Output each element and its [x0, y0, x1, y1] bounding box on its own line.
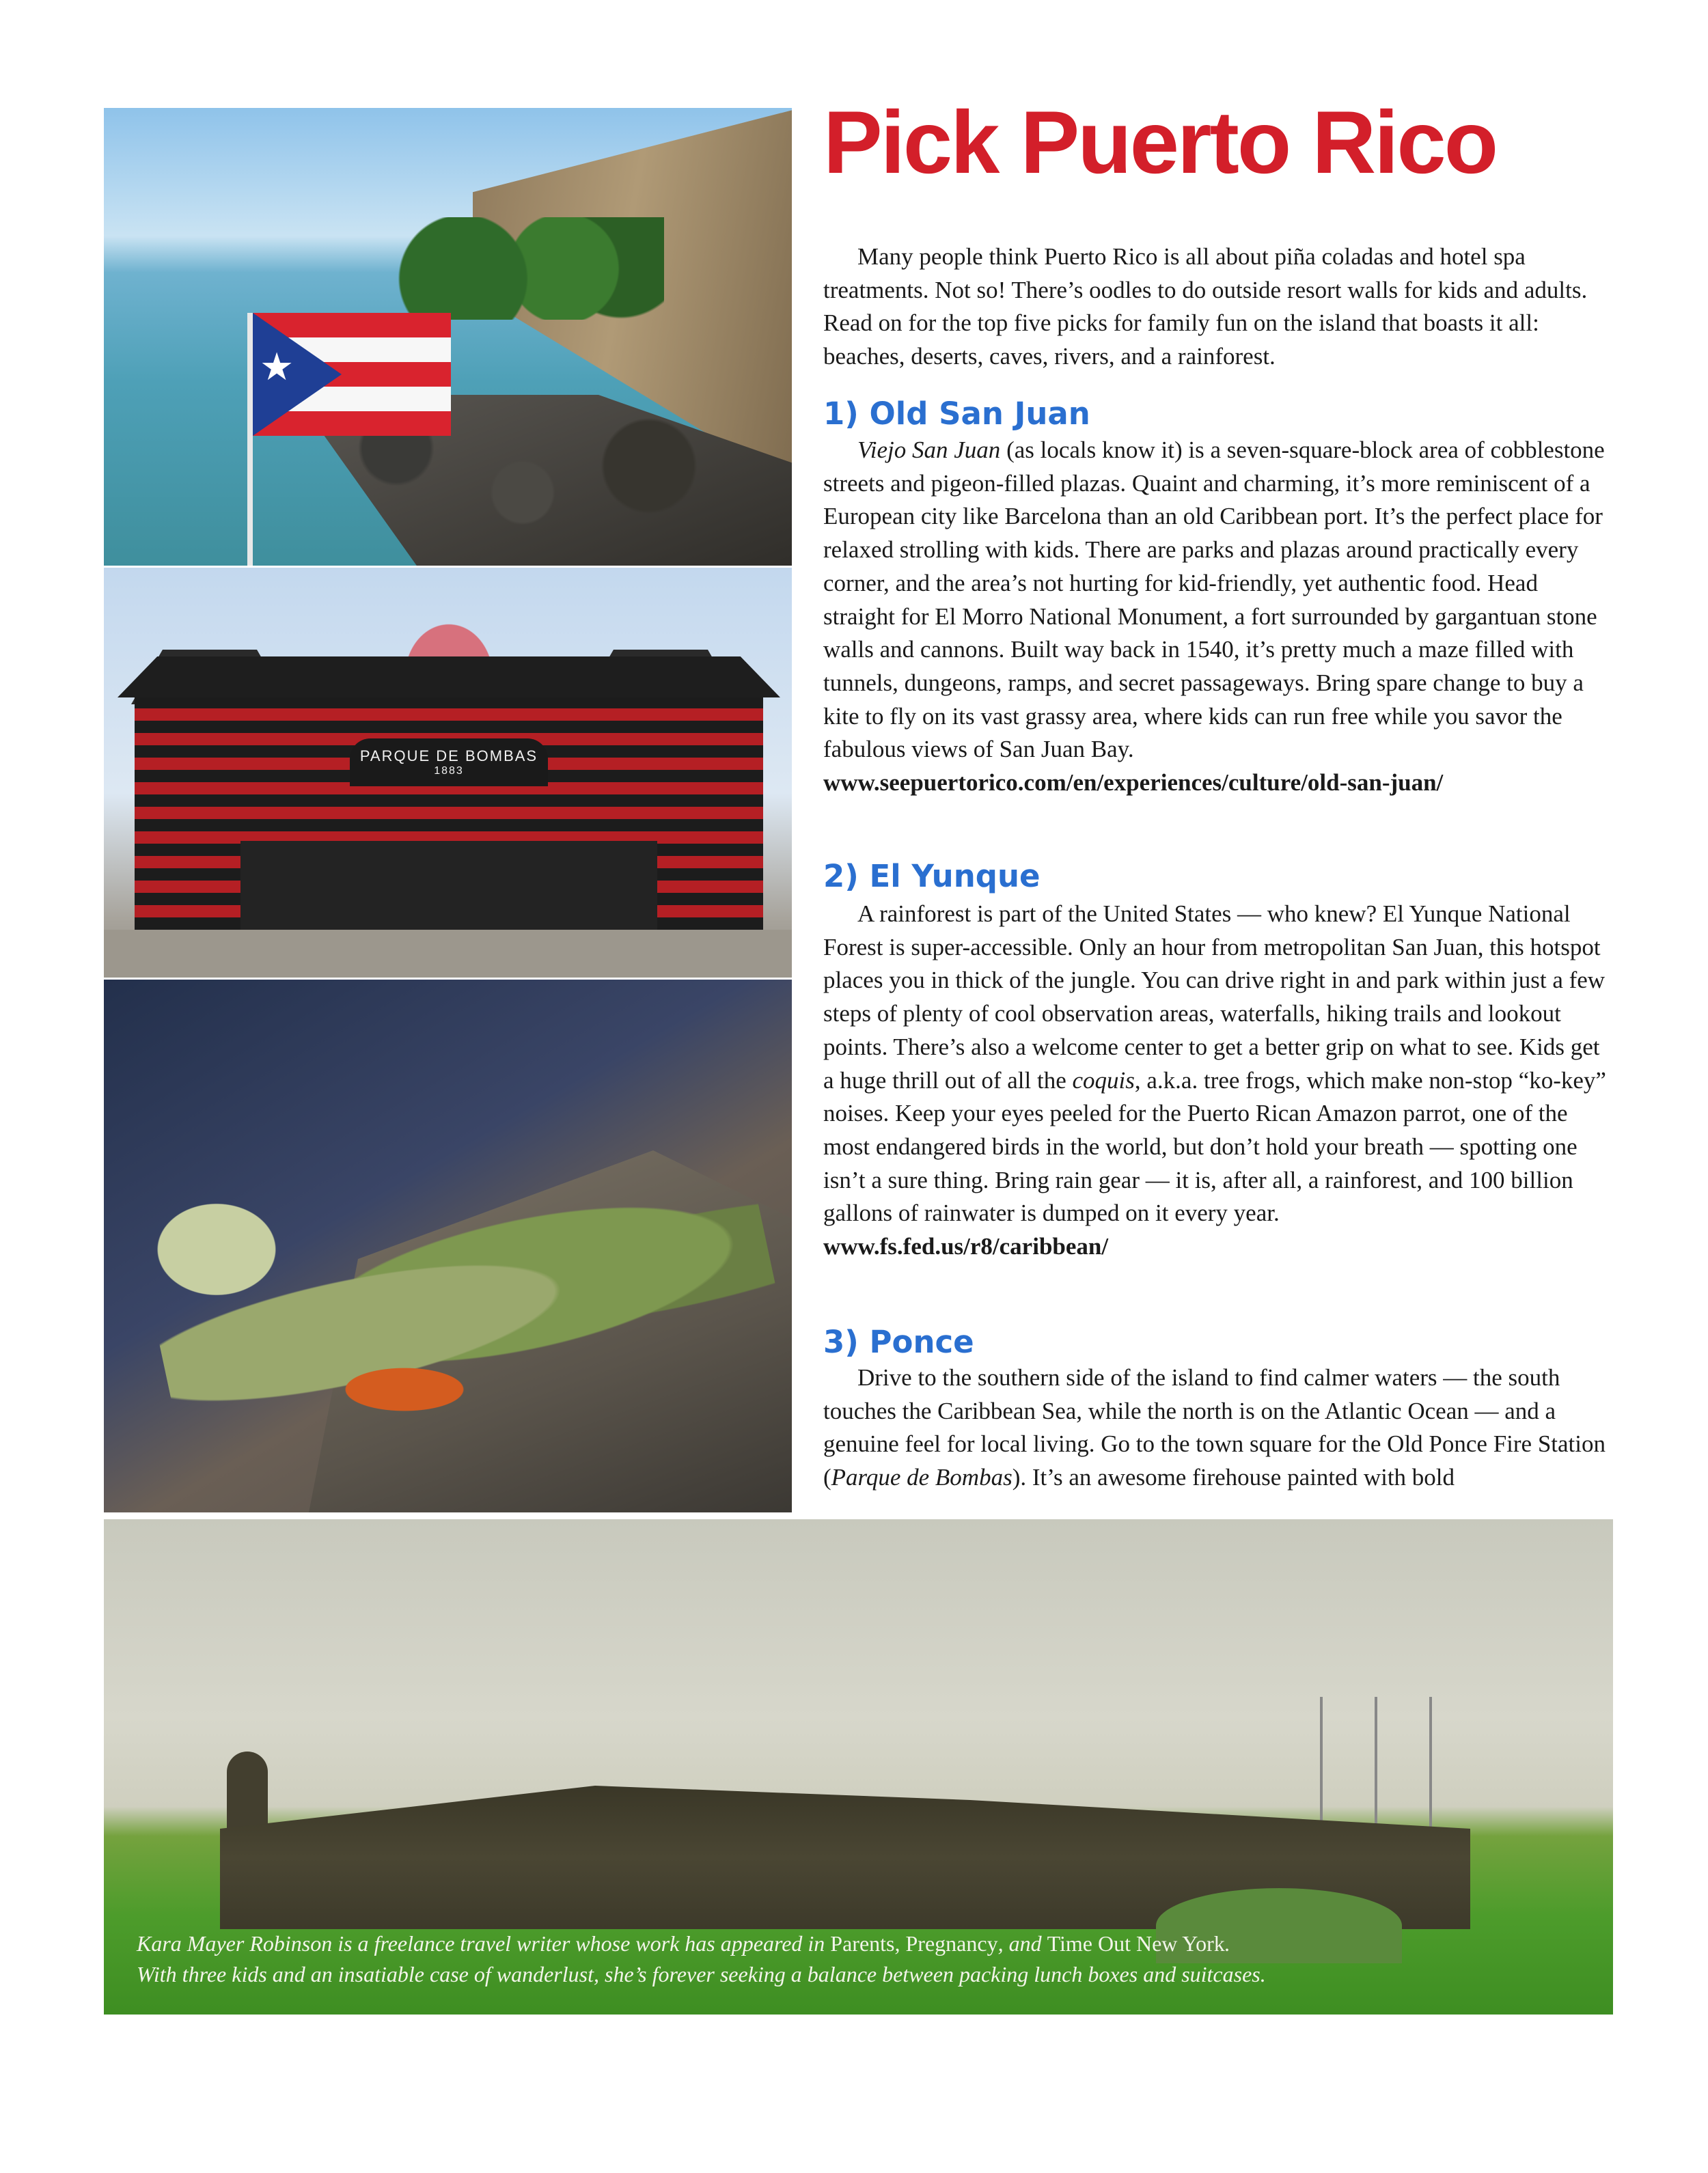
- caption-separator: ,: [894, 1931, 906, 1956]
- iguana-photo: [104, 980, 792, 1512]
- paragraph-text: (as locals know it) is a seven-square-block area of cobblestone streets and pigeon-filled plazas. Quaint and charming, it’s more reminiscent of a European city like Barcelona than an old Caribbean port. It’s the perfect place for relaxed strolling with kids. There are parks and plazas around practically every corner, and the area’s not hurting for kid-friendly, yet authentic food. Head straight for El Morro National Monument, a fort surrounded by gargantuan stone walls and cannons. Built way back in 1540, it’s pretty much a maze filled with tunnels, dungeons, ramps, and secret passageways. Bring spare change to buy a kite to fly on its vast grassy area, where kids can run free while you savor the fabulous views of San Juan Bay.: [823, 437, 1605, 763]
- old-san-juan-photo: [104, 108, 792, 566]
- flag-pole: [247, 313, 253, 566]
- parque-de-bombas-photo: [104, 568, 792, 978]
- paragraph-text: ). It’s an awesome firehouse painted with bold: [1012, 1464, 1455, 1491]
- firehouse-sign: [350, 738, 548, 786]
- intro-text: Many people think Puerto Rico is all about piña coladas and hotel spa treatments. Not so! There’s oodles to do outside resort walls for kids and adults. Read on for the top five picks for family fun on the island that boasts it all: beaches, deserts, caves, rivers, and a rainforest.: [823, 243, 1588, 370]
- caption-text: Kara Mayer Robinson is a freelance travel writer whose work has appeared in: [137, 1931, 831, 1956]
- iguana-head: [141, 1191, 292, 1307]
- caption-separator: , and: [997, 1931, 1047, 1956]
- palm-trees: [377, 217, 664, 320]
- section-body-ponce: [823, 1361, 1614, 1495]
- section-heading-old-san-juan: 1) Old San Juan: [823, 396, 1090, 432]
- fort-flagpoles: [1313, 1697, 1450, 1833]
- section-heading-el-yunque: 2) El Yunque: [823, 858, 1041, 894]
- section-body-old-san-juan: [823, 434, 1614, 800]
- firehouse-sign-year: 1883: [434, 765, 464, 777]
- section-body-el-yunque: [823, 898, 1614, 1264]
- flag-star-icon: ★: [260, 346, 294, 389]
- section-paragraph: [823, 898, 1614, 1230]
- caption-period: .: [1224, 1931, 1230, 1956]
- caption-publication: Pregnancy: [905, 1931, 998, 1956]
- intro-paragraph: [823, 240, 1614, 374]
- caption-publication: Time Out New York: [1047, 1931, 1225, 1956]
- section-paragraph: [823, 1361, 1614, 1495]
- section-paragraph: [823, 434, 1614, 766]
- firehouse-doors: [240, 841, 657, 930]
- paragraph-text: Drive to the southern side of the island to find calmer waters — the south touches the Caribbean Sea, while the north is on the Atlantic Ocean — and a genuine feel for local living. Go to the town square for the Old Ponce Fire Station (: [823, 1364, 1606, 1491]
- firehouse-roof: [118, 656, 780, 697]
- caption-publication: Parents: [830, 1931, 895, 1956]
- iguana-foot: [329, 1362, 480, 1417]
- italic-term: Parque de Bombas: [831, 1464, 1013, 1491]
- paragraph-text: , a.k.a. tree frogs, which make non-stop “ko-key” noises. Keep your eyes peeled for the Puerto Rican Amazon parrot, one of the most endangered birds in the world, but don’t hold your breath — spotting one isn’t a sure thing. Bring rain gear — it is, after all, a rainforest, and 100 billion gallons of rainwater is dumped on it every year.: [823, 1066, 1606, 1227]
- section-heading-ponce: 3) Ponce: [823, 1324, 974, 1360]
- italic-term: coquis: [1072, 1066, 1135, 1094]
- plaza-ground: [104, 930, 792, 978]
- caption-line-2: With three kids and an insatiable case of wanderlust, she’s forever seeking a balance between packing lunch boxes and suitcases.: [137, 1962, 1266, 1987]
- firehouse-sign-text: PARQUE DE BOMBAS: [359, 747, 538, 764]
- el-yunque-link[interactable]: www.fs.fed.us/r8/caribbean/: [823, 1233, 1109, 1260]
- paragraph-text: A rainforest is part of the United States — who knew? El Yunque National Forest is super-accessible. Only an hour from metropolitan San Juan, this hotspot places you in thick of the jungle. You can drive right in and park within just a few steps of plenty of cool observation areas, waterfalls, hiking trails and lookout points. There’s also a welcome center to get a better grip on what to see. Kids get a huge thrill out of all the: [823, 900, 1606, 1094]
- author-bio-caption: [137, 1928, 1599, 1990]
- old-san-juan-link[interactable]: www.seepuertorico.com/en/experiences/culture/old-san-juan/: [823, 769, 1444, 797]
- page-title: Pick Puerto Rico: [823, 92, 1497, 192]
- italic-term: Viejo San Juan: [857, 437, 1001, 463]
